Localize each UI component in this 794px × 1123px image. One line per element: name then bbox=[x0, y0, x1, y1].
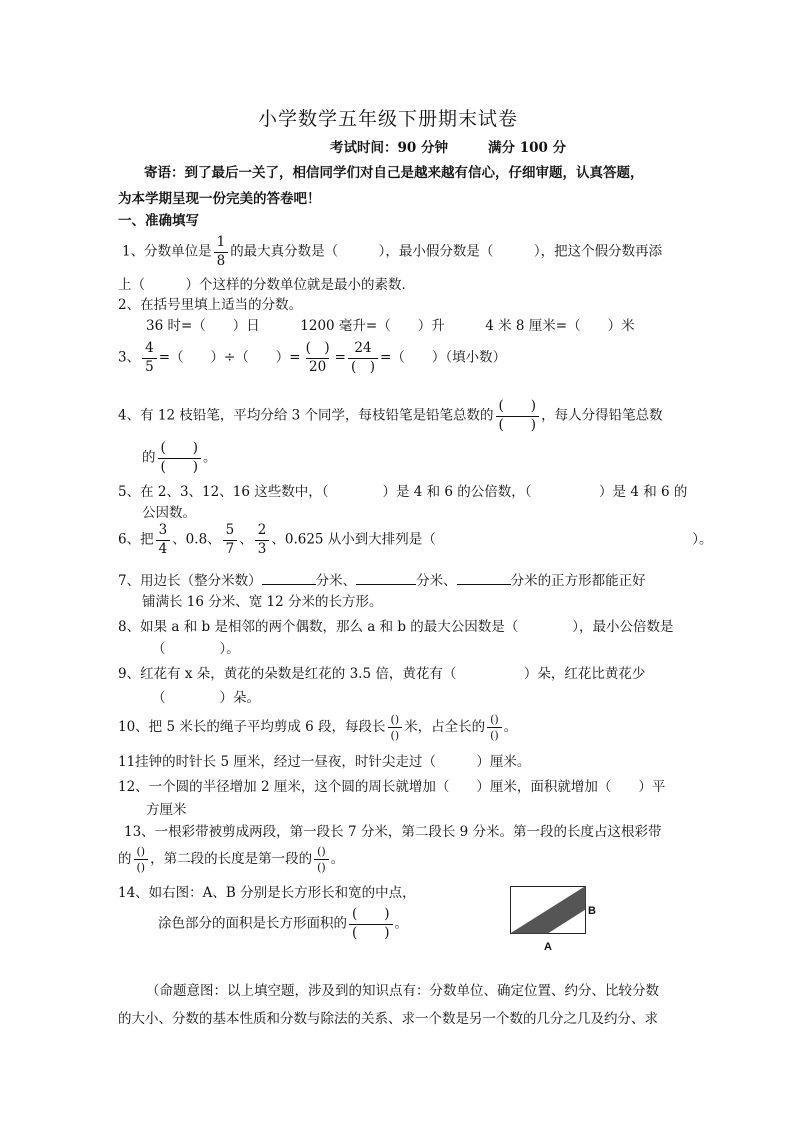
q3-suffix: =（ ）（填小数） bbox=[380, 349, 507, 366]
fraction-numerator: 2 bbox=[257, 522, 267, 538]
fraction-numerator: 5 bbox=[225, 522, 235, 538]
fraction-denominator: 20 bbox=[306, 358, 329, 375]
q6-fraction-3 bbox=[255, 524, 270, 556]
page-title: 小学数学五年级下册期末试卷 bbox=[258, 108, 519, 130]
q3-fraction-2 bbox=[303, 342, 333, 374]
fraction-numerator: 3 bbox=[158, 522, 168, 538]
q13-line2-c: 。 bbox=[330, 851, 345, 867]
q10-fraction-blank-1 bbox=[388, 714, 403, 741]
fraction-denominator: 5 bbox=[142, 358, 157, 375]
q10-text-c: 。 bbox=[503, 719, 518, 735]
message-line-2: 为本学期呈现一份完美的答卷吧！ bbox=[118, 191, 321, 207]
question-13: 13、一根彩带被剪成两段，第一段长 7 分米，第二段长 9 分米。第一段的长度占这根彩带 bbox=[124, 824, 662, 840]
q4-line2-b: 。 bbox=[203, 449, 217, 466]
q3-equals: = bbox=[334, 349, 346, 366]
question-1 bbox=[122, 236, 662, 268]
q14-line2-b: 。 bbox=[394, 915, 409, 932]
q10-text-a: 10、把 5 米长的绳子平均剪成 6 段，每段长 bbox=[118, 719, 386, 735]
fraction-denominator: () bbox=[487, 727, 502, 741]
fraction-denominator: () bbox=[388, 727, 403, 741]
q10-fraction-blank-2 bbox=[487, 714, 502, 741]
q10-text-b: 米，占全长的 bbox=[404, 719, 486, 735]
message-line-1: 寄语：到了最后一关了，相信同学们对自己是越来越有信心，仔细审题，认真答题， bbox=[144, 165, 644, 181]
point-label-b: B bbox=[588, 905, 596, 917]
question-9-line-2: （ ）朵。 bbox=[152, 690, 260, 706]
question-4 bbox=[118, 400, 663, 432]
question-5-line-2: 公因数。 bbox=[142, 505, 196, 521]
q1-text-b: 的最大真分数是（ ），最小假分数是（ ），把这个假分数再添 bbox=[230, 243, 663, 260]
answer-blank-1[interactable] bbox=[262, 572, 316, 585]
fraction-denominator: 7 bbox=[223, 540, 238, 557]
fraction-denominator: ( ) bbox=[349, 924, 393, 941]
question-7 bbox=[118, 572, 646, 589]
q7-prefix: 7、用边长（整分米数） bbox=[118, 573, 262, 589]
q7-unit-1: 分米、 bbox=[315, 573, 357, 589]
q13-line2-b: ，第二段的长度是第一段的 bbox=[150, 851, 313, 867]
question-4-line-2 bbox=[142, 442, 217, 474]
q6-suffix: 、0.625 从小到大排列是（ ）。 bbox=[271, 531, 713, 548]
question-2: 2、在括号里填上适当的分数。 bbox=[118, 297, 303, 313]
answer-blank-3[interactable] bbox=[457, 572, 511, 585]
q14-fraction-blank bbox=[349, 908, 393, 940]
question-8-line-2: （ ）。 bbox=[152, 641, 240, 657]
fraction-numerator: ( ) bbox=[305, 340, 330, 356]
footer-line-2: 的大小、分数的基本性质和分数与除法的关系、求一个数是另一个数的几分之几及约分、求 bbox=[118, 1011, 658, 1027]
fraction-denominator: 3 bbox=[255, 540, 270, 557]
point-label-a: A bbox=[544, 941, 552, 953]
fraction-numerator: ( ) bbox=[352, 906, 390, 922]
q3-fraction-3 bbox=[348, 342, 378, 374]
rectangle-diagram bbox=[510, 886, 586, 942]
q6-middle-1: 、0.8、 bbox=[172, 531, 221, 548]
question-3 bbox=[118, 342, 506, 374]
fraction-numerator: () bbox=[317, 845, 326, 858]
fraction-numerator: () bbox=[136, 845, 146, 858]
fraction-denominator: ( ) bbox=[496, 416, 540, 433]
fraction-numerator: () bbox=[490, 713, 499, 726]
fraction-denominator: () bbox=[314, 859, 329, 873]
q6-fraction-1 bbox=[156, 524, 171, 556]
q3-prefix: 3、 bbox=[118, 349, 141, 366]
question-8: 8、如果 a 和 b 是相邻的两个偶数，那么 a 和 b 的最大公因数是（ ），最小公倍数是 bbox=[118, 619, 674, 635]
fraction-numerator: () bbox=[390, 713, 400, 726]
question-11: 11挂钟的时针长 5 厘米，经过一昼夜，时针尖走过（ ）厘米。 bbox=[118, 754, 531, 770]
q4-fraction-blank-2 bbox=[158, 442, 202, 474]
q13-fraction-blank-1 bbox=[134, 846, 149, 873]
q14-line2-a: 涂色部分的面积是长方形面积的 bbox=[158, 915, 347, 932]
question-1-line-2: 上（ ）个这样的分数单位就是最小的素数． bbox=[118, 277, 415, 293]
fraction-denominator: ( ) bbox=[158, 458, 202, 475]
q6-prefix: 6、把 bbox=[118, 531, 154, 548]
q3-middle: =（ ）÷（ ）= bbox=[158, 349, 301, 366]
fraction-numerator: 24 bbox=[354, 340, 372, 356]
question-5: 5、在 2、3、12、16 这些数中，（ ）是 4 和 6 的公倍数，（ ）是 4 和 6 的 bbox=[118, 484, 688, 500]
q1-fraction bbox=[214, 236, 229, 268]
question-12: 12、一个圆的半径增加 2 厘米，这个圆的周长就增加（ ）厘米，面积就增加（ ）平 bbox=[118, 779, 666, 795]
fraction-numerator: ( ) bbox=[498, 398, 537, 414]
q6-middle-2: 、 bbox=[239, 531, 253, 548]
question-13-line-2 bbox=[118, 846, 344, 873]
full-score: 满分 100 分 bbox=[488, 140, 567, 156]
question-10 bbox=[118, 714, 517, 741]
fraction-numerator: ( ) bbox=[160, 440, 199, 456]
fraction-denominator: ( ) bbox=[348, 358, 378, 375]
answer-blank-2[interactable] bbox=[356, 572, 416, 585]
question-14: 14、如右图：A、B 分别是长方形长和宽的中点， bbox=[118, 885, 416, 901]
q6-fraction-2 bbox=[223, 524, 238, 556]
q7-unit-3: 分米的正方形都能正好 bbox=[510, 573, 646, 589]
question-9: 9、红花有 x 朵，黄花的朵数是红花的 3.5 倍，黄花有（ ）朵，红花比黄花少 bbox=[118, 666, 646, 682]
q13-fraction-blank-2 bbox=[314, 846, 329, 873]
question-6 bbox=[118, 524, 713, 556]
question-14-line-2 bbox=[158, 908, 408, 940]
q1-text-a: 1、分数单位是 bbox=[122, 243, 212, 260]
footer-line-1: （命题意图：以上填空题，涉及到的知识点有：分数单位、确定位置、约分、比较分数 bbox=[146, 983, 659, 999]
q3-fraction-1 bbox=[142, 342, 157, 374]
fraction-numerator: 4 bbox=[145, 340, 154, 356]
fraction-numerator: 1 bbox=[216, 234, 226, 250]
question-7-line-2: 铺满长 16 分米、宽 12 分米的长方形。 bbox=[142, 594, 383, 610]
fraction-denominator: 4 bbox=[156, 540, 171, 557]
q4-fraction-blank-1 bbox=[496, 400, 540, 432]
q13-line2-a: 的 bbox=[118, 851, 132, 867]
fraction-denominator: 8 bbox=[214, 252, 229, 269]
fraction-denominator: () bbox=[134, 859, 149, 873]
q4-line2-a: 的 bbox=[142, 449, 156, 466]
section-heading: 一、准确填写 bbox=[118, 213, 199, 229]
question-2-line-2: 36 时=（ ）日 1200 毫升=（ ）升 4 米 8 厘米=（ ）米 bbox=[146, 318, 635, 334]
q7-unit-2: 分米、 bbox=[416, 573, 457, 589]
question-12-line-2: 方厘米 bbox=[146, 802, 187, 818]
exam-time: 考试时间：90 分钟 bbox=[330, 140, 448, 156]
q4-text-b: ，每人分得铅笔总数 bbox=[541, 407, 663, 424]
q4-text-a: 4、有 12 枝铅笔，平均分给 3 个同学，每枝铅笔是铅笔总数的 bbox=[118, 407, 494, 424]
